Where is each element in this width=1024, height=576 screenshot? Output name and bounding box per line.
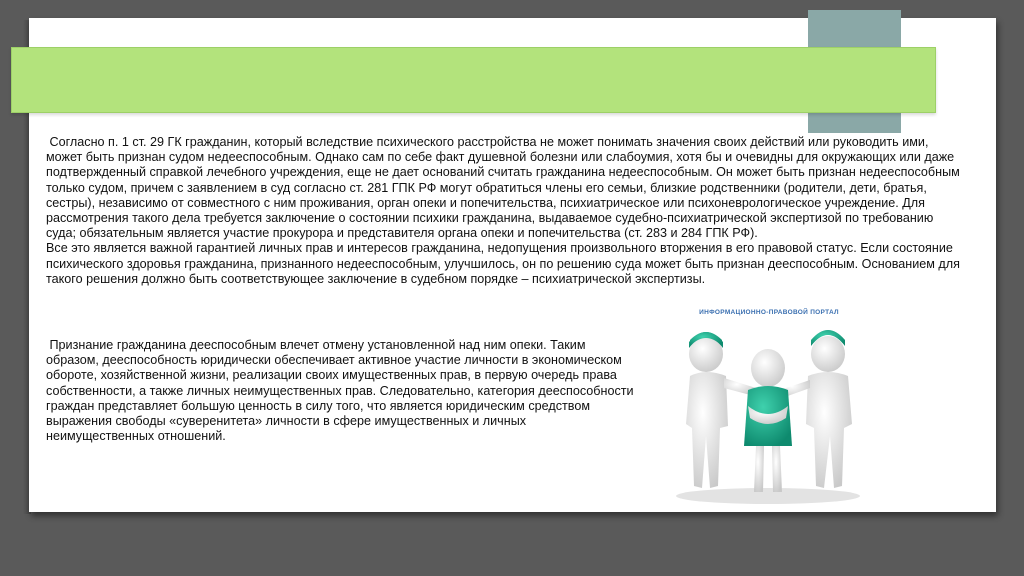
right-nurse xyxy=(780,330,852,488)
paragraph-1: Согласно п. 1 ст. 29 ГК гражданин, который вследствие психического расстройства не может понимать значения своих действий или руководить ими, может быть признан судом недееспособным. Однако сам по себе факт душевной болезни или слабоумия, хотя бы и очевидны для окружающих или даже подтвержденный справкой лечебного учреждения, еще не дает оснований считать гражданина недееспособным. Он может быть признан недееспособным только судом, причем с заявлением в суд согласно ст. 281 ГПК РФ могут обратиться члены его семьи, близкие родственники (родители, дети, братья, сестры), независимо от совместного с ним проживания, орган опеки и попечительства, психиатрическое или психоневрологическое учреждение. Для рассмотрения такого дела требуется заключение о состоянии психики гражданина, выдаваемое судебно-психиатрической экспертизой по требованию суда; обязательным является участие прокурора и представителя органа опеки и попечительства (ст. 283 и 284 ГПК РФ). xyxy=(46,135,960,241)
portal-label: ИНФОРМАЦИОННО-ПРАВОВОЙ ПОРТАЛ xyxy=(699,309,839,316)
paragraph-1b: Все это является важной гарантией личных прав и интересов гражданина, недопущения произвольного вторжения в его правовой статус. Если состояние психического здоровья гражданина, признанного недееспособным, улучшилось, он по решению суда может быть признан дееспособным. Основанием для такого решения должно быть соответствующее заключение в судебном порядке – психиатрической экспертизы. xyxy=(46,241,960,286)
left-nurse xyxy=(686,332,756,488)
patient xyxy=(744,349,792,492)
ground-shadow xyxy=(676,488,860,504)
paragraph-2: Признание гражданина дееспособным влечет отмену установленной над ним опеки. Таким образом, дееспособность юридически обеспечивает активное участие личности в экономическом обороте, хозяйственной жизни, реализации своих имущественных прав, в первую очередь права собственности, а также личных неимущественных прав. Следовательно, категория дееспособности граждан представляет большую ценность в силу того, что является юридическим средством выражения свободы «суверенитета» личности в сфере имущественных и личных неимущественных отношений. xyxy=(46,338,634,444)
main-text xyxy=(46,135,966,287)
three-figures-nurses-supporting-patient-icon xyxy=(668,306,868,506)
title-banner xyxy=(11,47,936,113)
